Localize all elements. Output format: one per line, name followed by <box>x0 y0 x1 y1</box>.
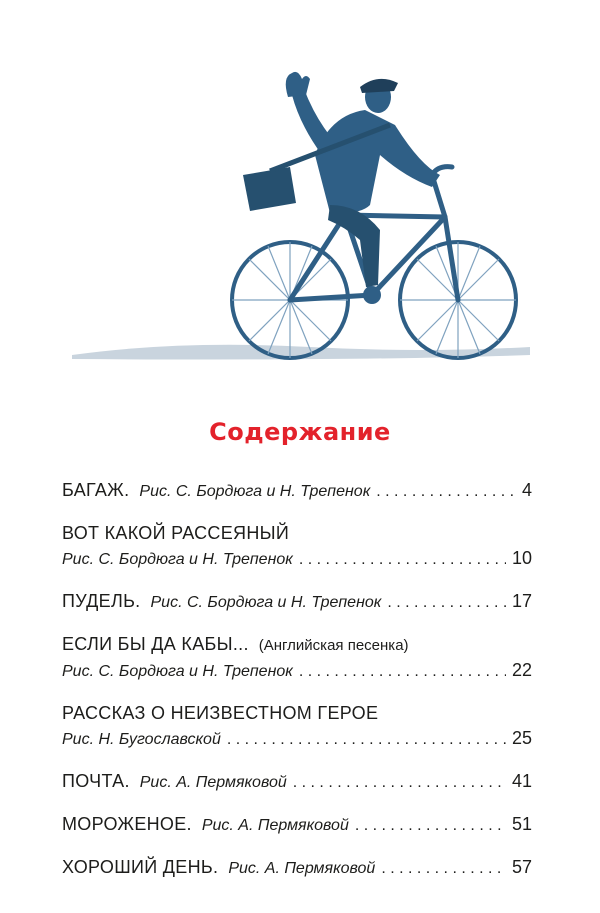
toc-entry[interactable] <box>62 521 532 572</box>
entry-title: ПУДЕЛЬ. <box>62 591 141 611</box>
entry-page: 10 <box>511 548 532 568</box>
entry-title: РАССКАЗ О НЕИЗВЕСТНОМ ГЕРОЕ <box>62 703 379 723</box>
entry-credit: Рис. А. Пермяковой <box>139 774 287 791</box>
entry-title: ПОЧТА. <box>62 771 130 791</box>
toc-entry[interactable] <box>62 855 532 881</box>
entry-title: БАГАЖ. <box>62 480 130 500</box>
entry-credit: Рис. А. Пермяковой <box>228 860 376 877</box>
toc-entry[interactable] <box>62 769 532 795</box>
toc-entry[interactable] <box>62 632 532 684</box>
entry-title: ХОРОШИЙ ДЕНЬ. <box>62 857 219 877</box>
table-of-contents <box>62 478 532 898</box>
dot-leader <box>387 590 506 615</box>
postman-bicycle-illustration <box>60 55 550 375</box>
toc-entry[interactable] <box>62 478 532 504</box>
entry-title: МОРОЖЕНОЕ. <box>62 814 192 834</box>
entry-page: 25 <box>511 728 532 748</box>
entry-page: 17 <box>511 591 532 611</box>
entry-page: 57 <box>511 857 532 877</box>
entry-credit: Рис. А. Пермяковой <box>201 817 349 834</box>
dot-leader <box>381 856 506 881</box>
dot-leader <box>299 659 506 684</box>
entry-page: 41 <box>511 771 532 791</box>
entry-page: 4 <box>521 480 532 500</box>
toc-entry[interactable] <box>62 589 532 615</box>
dot-leader <box>293 770 506 795</box>
toc-title: Содержание <box>209 418 391 446</box>
entry-credit: Рис. С. Бордюга и Н. Трепенок <box>62 663 293 680</box>
toc-entry[interactable] <box>62 812 532 838</box>
entry-note: (Английская песенка) <box>258 637 409 654</box>
entry-page: 51 <box>511 814 532 834</box>
toc-entry[interactable] <box>62 701 532 752</box>
entry-credit: Рис. Н. Бугославской <box>62 731 221 748</box>
entry-title: ВОТ КАКОЙ РАССЕЯНЫЙ <box>62 523 290 543</box>
dot-leader <box>376 479 516 504</box>
dot-leader <box>299 547 506 572</box>
entry-title: ЕСЛИ БЫ ДА КАБЫ... <box>62 634 249 654</box>
entry-credit: Рис. С. Бордюга и Н. Трепенок <box>150 594 382 611</box>
entry-credit: Рис. С. Бордюга и Н. Трепенок <box>139 483 371 500</box>
entry-credit: Рис. С. Бордюга и Н. Трепенок <box>62 551 293 568</box>
dot-leader <box>355 813 506 838</box>
entry-page: 22 <box>511 660 532 680</box>
dot-leader <box>227 727 506 752</box>
